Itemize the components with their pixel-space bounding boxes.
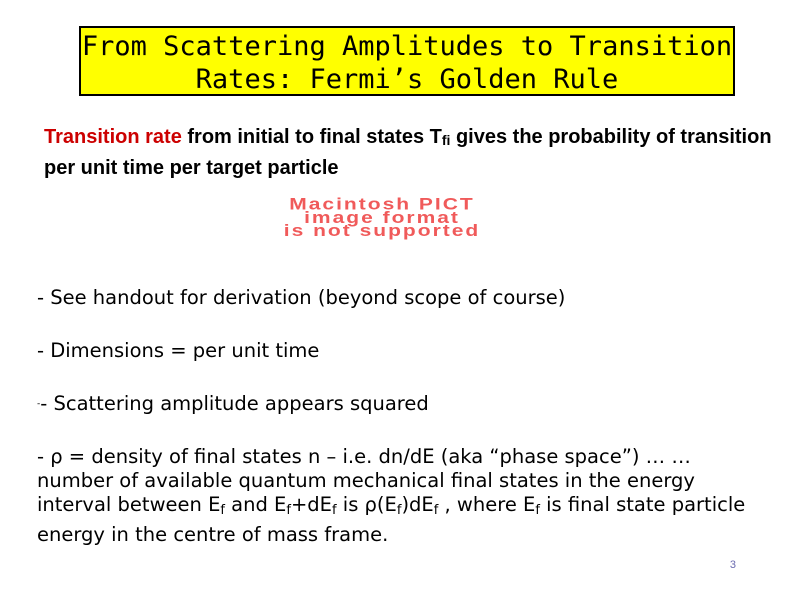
intro-subscript: fi (441, 132, 451, 148)
density-sub-2: f (286, 503, 291, 518)
bullet-prefix: - (37, 399, 41, 409)
density-sub-3: f (332, 503, 337, 518)
density-text-5: )dE (401, 493, 434, 516)
intro-highlight: Transition rate (44, 126, 182, 148)
density-text-1: - ρ = density of final states n – i.e. dn/dE (aka “phase space”) … … number of available quantum mechanical final states in the energy interval between E (37, 445, 695, 516)
slide-title (79, 26, 735, 96)
bullet-derivation: - See handout for derivation (beyond scope of course) (37, 286, 566, 309)
density-sub-5: f (433, 503, 439, 518)
density-text-7: is final state particle energy in the centre of mass frame. (37, 493, 746, 546)
bullet-dimensions: - Dimensions = per unit time (37, 339, 320, 362)
intro-paragraph (44, 123, 774, 182)
unsupported-image-placeholder (236, 195, 528, 241)
intro-text-1: from initial to final states T (181, 126, 442, 148)
placeholder-line-1: Macintosh PICT (289, 195, 475, 214)
title-line-1: From Scattering Amplitudes to Transition (81, 31, 733, 62)
bullet-density-of-states (37, 445, 757, 547)
density-text-4: is ρ(E (336, 493, 397, 516)
title-line-2: Rates: Fermi’s Golden Rule (195, 64, 619, 95)
bullet-amplitude (37, 392, 429, 416)
intro-text-2: gives the probability of transition per unit time per target particle (44, 126, 772, 179)
density-sub-6: f (535, 503, 540, 518)
page-number: 3 (729, 559, 736, 571)
placeholder-line-3: is not supported (283, 222, 481, 241)
density-sub-1: f (220, 503, 225, 518)
placeholder-line-2: image format (304, 208, 460, 227)
density-text-3: +dE (290, 493, 332, 516)
density-text-2: and E (224, 493, 287, 516)
density-sub-4: f (396, 503, 402, 518)
density-text-6: , where E (438, 493, 536, 516)
bullet-amplitude-text: - Scattering amplitude appears squared (40, 392, 429, 415)
